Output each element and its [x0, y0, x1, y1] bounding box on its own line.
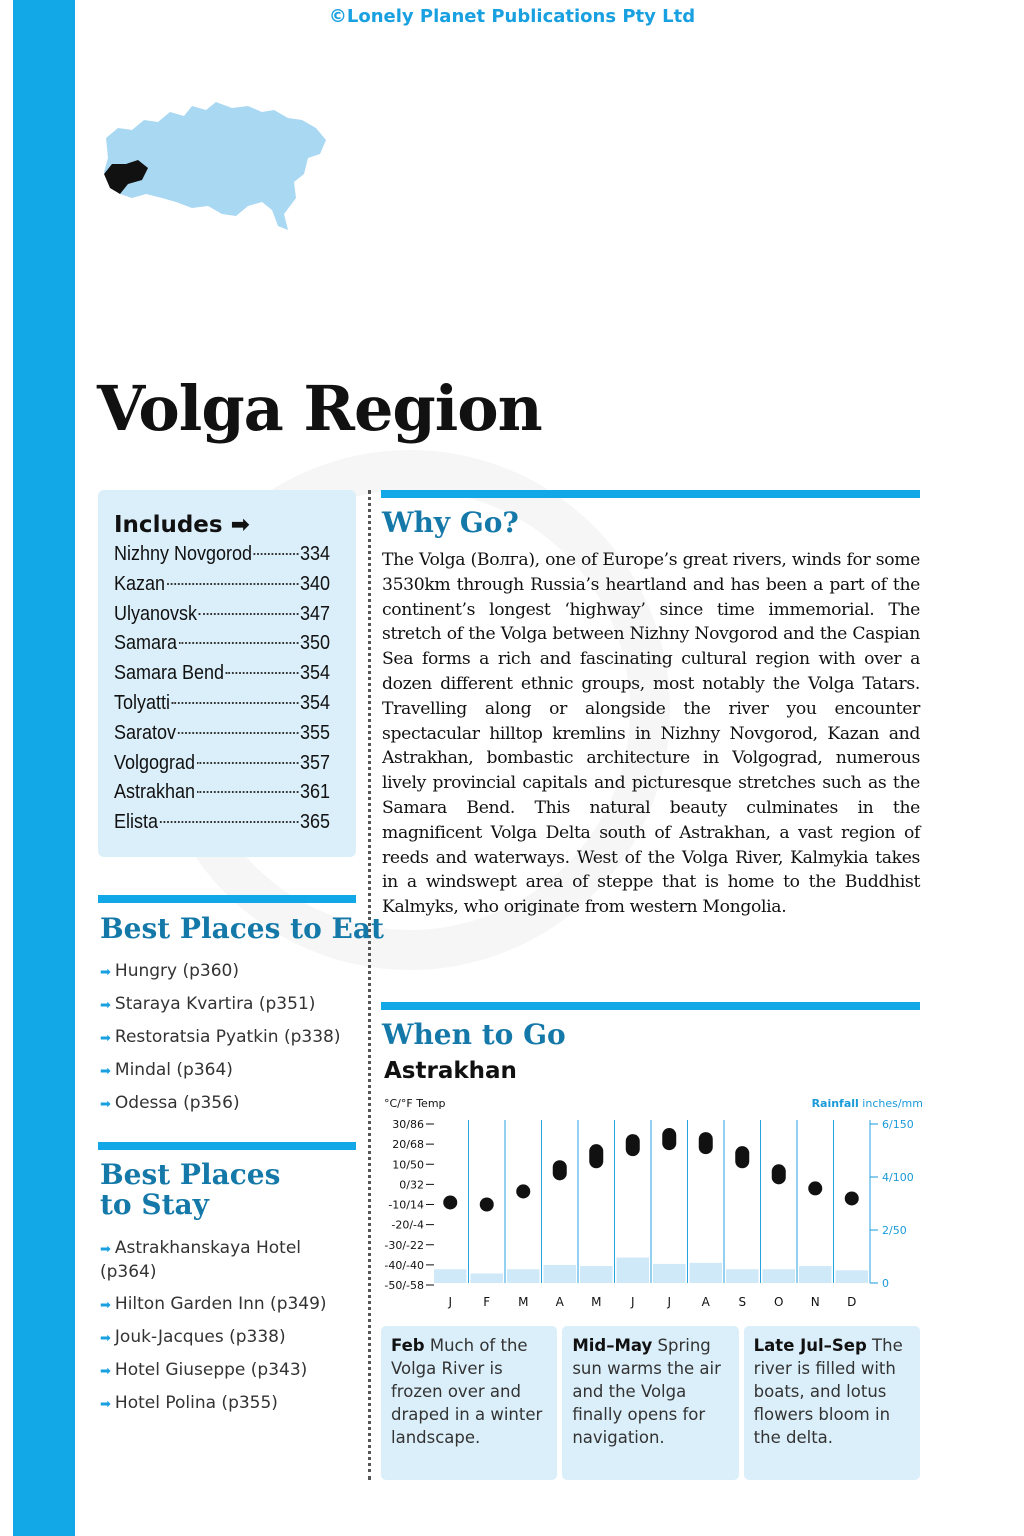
temp-axis-label: °C/°F Temp	[384, 1097, 446, 1110]
temp-tick-label: -10/14	[388, 1198, 424, 1212]
why-text: The Volga (Волга), one of Europe’s great rivers, winds for some 3530km through Russia’s heartland and has been a part of the continent’s longest ‘highway’ since time immemorial. The stretch of the Volga between Nizhny Novgorod and the Caspian Sea forms a rich and fascinating cultural region with over a dozen different ethnic groups, most notably the Volga Tatars. Travelling along or alongside the river you encounter spectacular hilltop kremlins in Nizhny Novgorod, Kazan and Astrakhan, bombastic architecture in Volgograd, numerous lively provincial capitals and picturesque stretches such as the Samara Bend. This natural beauty culminates in the magnificent Volga Delta south of Astrakhan, a vast region of reeds and waterways. West of the Volga River, Kalmykia takes in a windswept area of steppe that is home to the Buddhist Kalmyks, who originate from western Mongolia.	[382, 550, 920, 918]
when-heading: When to Go	[382, 1018, 566, 1051]
rain-tick-label: 4/100	[882, 1171, 914, 1184]
rainfall-bar	[544, 1265, 577, 1283]
includes-item-name: Samara Bend	[114, 662, 225, 685]
includes-item-name: Samara	[114, 632, 178, 655]
stay-item	[100, 1359, 350, 1383]
eat-item	[100, 1092, 362, 1116]
includes-item-name: Elista	[114, 811, 159, 834]
leader-dots	[226, 672, 298, 674]
stay-item	[100, 1326, 350, 1350]
eat-list	[100, 960, 362, 1125]
includes-item	[114, 719, 330, 749]
includes-item	[114, 808, 330, 838]
includes-item	[114, 600, 330, 630]
month-label: A	[555, 1295, 564, 1309]
stay-item-text: Astrakhanskaya Hotel (p364)	[100, 1238, 302, 1282]
eat-item-text: Mindal (p364)	[114, 1060, 233, 1080]
rain-tick-label: 0	[882, 1277, 889, 1290]
eat-item	[100, 960, 362, 984]
includes-item-page: 354	[299, 662, 330, 685]
arrow-icon: ➡	[100, 1242, 111, 1257]
climate-chart	[380, 1092, 925, 1314]
stay-item	[100, 1392, 350, 1416]
includes-item	[114, 540, 330, 570]
rainfall-bar	[726, 1269, 759, 1283]
rain-axis-label: Rainfall inches/mm	[811, 1097, 923, 1110]
temp-range-mark	[662, 1128, 676, 1150]
month-label: J	[667, 1295, 672, 1309]
includes-list	[114, 540, 340, 838]
season-label: Late Jul–Sep	[753, 1336, 867, 1355]
why-rule	[381, 490, 920, 498]
stay-item-text: Hilton Garden Inn (p349)	[114, 1294, 327, 1314]
season-text: Spring sun warms the air and the Volga finally opens for navigation.	[572, 1336, 721, 1447]
stay-heading-line2: to Stay	[100, 1188, 209, 1221]
stay-item-text: Jouk-Jacques (p338)	[114, 1327, 286, 1347]
temp-range-mark	[772, 1164, 786, 1184]
eat-item	[100, 1026, 362, 1050]
includes-item-page: 334	[299, 543, 330, 565]
stay-item-text: Hotel Polina (p355)	[114, 1393, 278, 1413]
eat-item	[100, 993, 362, 1017]
leader-dots	[254, 553, 298, 555]
includes-item-name: Kazan	[114, 572, 166, 595]
leader-dots	[160, 821, 298, 823]
includes-item-name: Tolyatti	[114, 691, 171, 714]
includes-item-name: Astrakhan	[114, 781, 196, 804]
temp-range-mark	[699, 1132, 713, 1154]
when-rule	[381, 1002, 920, 1010]
month-label: D	[847, 1295, 857, 1309]
includes-item-name: Saratov	[114, 721, 177, 744]
rain-tick-label: 6/150	[882, 1118, 914, 1131]
temp-tick-label: -30/-22	[384, 1238, 424, 1252]
month-label: F	[483, 1295, 491, 1309]
rainfall-bar	[434, 1269, 467, 1283]
leader-dots	[178, 732, 298, 734]
leader-dots	[172, 702, 298, 704]
temp-range-mark	[808, 1181, 822, 1195]
leader-dots	[167, 583, 298, 585]
temp-range-mark	[589, 1144, 603, 1168]
arrow-icon: ➡	[100, 1298, 111, 1313]
includes-item	[114, 689, 330, 719]
leader-dots	[199, 613, 298, 615]
rainfall-bar	[580, 1266, 613, 1283]
rainfall-bar	[507, 1269, 540, 1283]
includes-item-page: 365	[299, 811, 330, 834]
includes-item-name: Nizhny Novgorod	[114, 543, 253, 565]
stay-heading-line1: Best Places	[100, 1158, 281, 1191]
includes-heading: Includes ➡	[114, 512, 250, 538]
season-label: Mid–May	[572, 1336, 653, 1355]
copyright-notice: ©Lonely Planet Publications Pty Ltd	[328, 6, 696, 27]
leader-dots	[197, 791, 298, 793]
rainfall-bar	[836, 1270, 869, 1283]
arrow-icon: ➡	[100, 1031, 111, 1046]
month-label: A	[701, 1295, 710, 1309]
leader-dots	[197, 762, 298, 764]
includes-item-page: 340	[299, 572, 330, 595]
rainfall-bar	[763, 1269, 796, 1283]
month-label: N	[810, 1295, 820, 1309]
rainfall-bar	[617, 1258, 650, 1283]
stay-list	[100, 1237, 350, 1425]
arrow-icon: ➡	[100, 965, 111, 980]
season-panels	[381, 1326, 920, 1480]
stay-item	[100, 1237, 350, 1284]
includes-item	[114, 749, 330, 779]
temp-tick-label: -20/-4	[391, 1218, 424, 1232]
arrow-icon: ➡	[100, 1331, 111, 1346]
temp-tick-label: 20/68	[392, 1138, 424, 1152]
arrow-icon: ➡	[100, 1064, 111, 1079]
arrow-icon: ➡	[100, 1097, 111, 1112]
includes-item-name: Volgograd	[114, 751, 196, 774]
includes-item-page: 354	[299, 691, 330, 714]
stay-rule	[98, 1142, 356, 1150]
rain-tick-label: 2/50	[882, 1224, 907, 1237]
rainfall-bar	[471, 1273, 504, 1283]
eat-item-text: Staraya Kvartira (p351)	[114, 994, 316, 1014]
temp-range-mark	[480, 1198, 494, 1212]
stay-item	[100, 1293, 350, 1317]
temp-tick-label: 10/50	[392, 1158, 424, 1172]
arrow-icon: ➡	[100, 998, 111, 1013]
month-label: J	[448, 1295, 453, 1309]
includes-item-page: 347	[299, 602, 330, 625]
arrow-icon: ➡	[100, 1397, 111, 1412]
month-label: S	[738, 1295, 747, 1309]
leader-dots	[179, 642, 298, 644]
includes-item-page: 361	[299, 781, 330, 804]
temp-range-mark	[516, 1184, 530, 1198]
temp-range-mark	[553, 1160, 567, 1180]
temp-tick-label: -40/-40	[384, 1258, 424, 1272]
eat-heading: Best Places to Eat	[100, 912, 384, 945]
season-panel	[562, 1326, 738, 1480]
season-panel	[744, 1326, 920, 1480]
rainfall-bar	[690, 1263, 723, 1283]
chart-city: Astrakhan	[384, 1058, 517, 1084]
season-label: Feb	[391, 1336, 425, 1355]
includes-item-page: 355	[299, 721, 330, 744]
eat-item-text: Odessa (p356)	[114, 1093, 240, 1113]
eat-rule	[98, 895, 356, 903]
includes-item	[114, 629, 330, 659]
includes-item	[114, 570, 330, 600]
russia-locator-map	[98, 98, 330, 238]
month-label: O	[774, 1295, 784, 1309]
month-label: M	[591, 1295, 602, 1309]
page-title: Volga Region	[97, 372, 542, 445]
rainfall-bar	[653, 1264, 686, 1283]
stay-item-text: Hotel Giuseppe (p343)	[114, 1360, 308, 1380]
season-text: Much of the Volga River is frozen over and draped in a winter landscape.	[391, 1336, 543, 1447]
temp-range-mark	[443, 1195, 457, 1209]
rainfall-bar	[799, 1266, 832, 1283]
temp-tick-label: -50/-58	[384, 1279, 424, 1292]
eat-item-text: Hungry (p360)	[114, 961, 239, 981]
temp-tick-label: 0/32	[399, 1178, 424, 1192]
includes-item	[114, 778, 330, 808]
includes-item-page: 357	[299, 751, 330, 774]
includes-item	[114, 659, 330, 689]
why-heading: Why Go?	[382, 506, 519, 539]
includes-box	[98, 490, 356, 857]
eat-item-text: Restoratsia Pyatkin (p338)	[114, 1027, 341, 1047]
month-label: M	[518, 1295, 529, 1309]
season-panel	[381, 1326, 557, 1480]
temp-range-mark	[626, 1134, 640, 1156]
temp-tick-label: 30/86	[392, 1118, 424, 1131]
month-label: J	[630, 1295, 635, 1309]
includes-item-name: Ulyanovsk	[114, 602, 198, 625]
side-color-bar	[13, 0, 75, 1536]
arrow-icon: ➡	[100, 1364, 111, 1379]
column-divider	[368, 490, 371, 1480]
season-text: The river is filled with boats, and lotus flowers bloom in the delta.	[753, 1336, 903, 1447]
eat-item	[100, 1059, 362, 1083]
includes-item-page: 350	[299, 632, 330, 655]
temp-range-mark	[735, 1146, 749, 1168]
temp-range-mark	[845, 1191, 859, 1205]
stay-heading	[100, 1160, 280, 1220]
